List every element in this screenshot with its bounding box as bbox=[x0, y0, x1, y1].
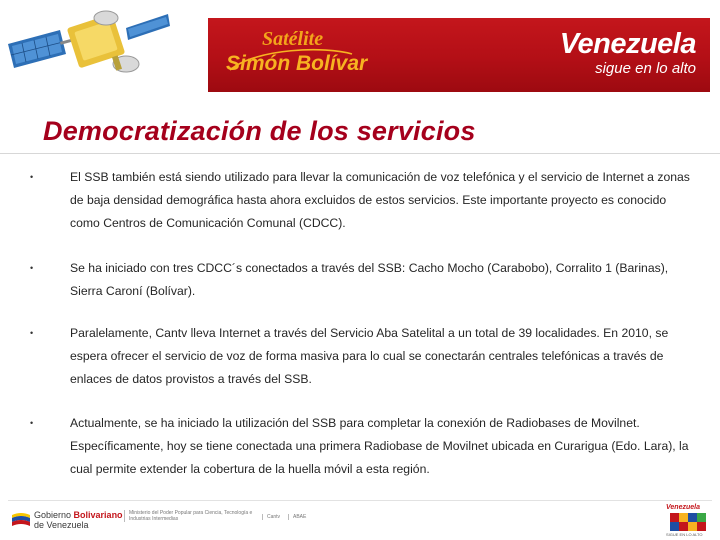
abae-logo: ABAE bbox=[288, 514, 306, 520]
bullet-item bbox=[30, 322, 695, 391]
gobierno-text: Gobierno Bolivariano bbox=[34, 510, 123, 520]
de-venezuela-text: de Venezuela bbox=[34, 520, 89, 530]
ministry-text: Ministerio del Poder Popular para Ciencia, Tecnología e Industrias Intermedias bbox=[124, 510, 261, 522]
bullet-marker: • bbox=[30, 172, 34, 182]
bullet-marker: • bbox=[30, 418, 34, 428]
stars-mosaic-icon bbox=[670, 513, 706, 531]
logo-satelite-text: Satélite bbox=[262, 28, 324, 50]
venezuela-logo bbox=[560, 28, 696, 78]
venezuela-flag-icon bbox=[12, 512, 30, 528]
footer-divider bbox=[8, 500, 712, 501]
bullet-text: Paralelamente, Cantv lleva Internet a través del Servicio Aba Satelital a un total de 39 localidades. En 2010, se espera ofrecer el servicio de voz de forma masiva para lo cual se conectarán centrales telefónicas a través de enlaces de datos provistos a través del SSB. bbox=[70, 326, 669, 386]
venezuela-small-slogan: SIGUE EN LO ALTO bbox=[666, 532, 703, 537]
header-banner bbox=[208, 18, 710, 92]
satellite-icon bbox=[0, 0, 170, 96]
footer bbox=[0, 500, 720, 540]
gobierno-bolivariano-logo bbox=[12, 510, 122, 532]
venezuela-small-logo bbox=[666, 504, 710, 538]
satelite-simon-bolivar-logo bbox=[222, 26, 368, 86]
bullet-text: Se ha iniciado con tres CDCC´s conectados a través del SSB: Cacho Mocho (Carabobo), Corralito 1 (Barinas), Sierra Caroní (Bolívar). bbox=[70, 261, 669, 298]
title-divider bbox=[0, 153, 720, 154]
bullet-marker: • bbox=[30, 328, 34, 338]
venezuela-logo-slogan: sigue en lo alto bbox=[595, 60, 696, 77]
venezuela-small-title: Venezuela bbox=[666, 504, 700, 511]
cantv-logo: Cantv bbox=[262, 514, 280, 520]
bullet-text: El SSB también está siendo utilizado para llevar la comunicación de voz telefónica y el servicio de Internet a zonas de baja densidad demográfica hasta ahora excluidos de estos servicios. Este importante proyecto es conocido como Centros de Comunicación Comunal (CDCC). bbox=[70, 170, 690, 230]
bullet-marker: • bbox=[30, 263, 34, 273]
venezuela-logo-title: Venezuela bbox=[559, 28, 696, 60]
slide-title: Democratización de los servicios bbox=[43, 116, 476, 146]
logo-simon-bolivar-text: Simón Bolívar bbox=[226, 52, 368, 75]
bullet-text: Actualmente, se ha iniciado la utilización del SSB para completar la conexión de Radiobases de Movilnet. Específicamente, hoy se tiene conectada una primera Radiobase de Movilnet ubicada en Curarigua (Edo. Lara), la cual permite extender la cobertura de la huella móvil a esta región. bbox=[70, 416, 689, 476]
bullet-item bbox=[30, 412, 695, 481]
bullet-item bbox=[30, 166, 695, 235]
bullet-item bbox=[30, 257, 695, 303]
